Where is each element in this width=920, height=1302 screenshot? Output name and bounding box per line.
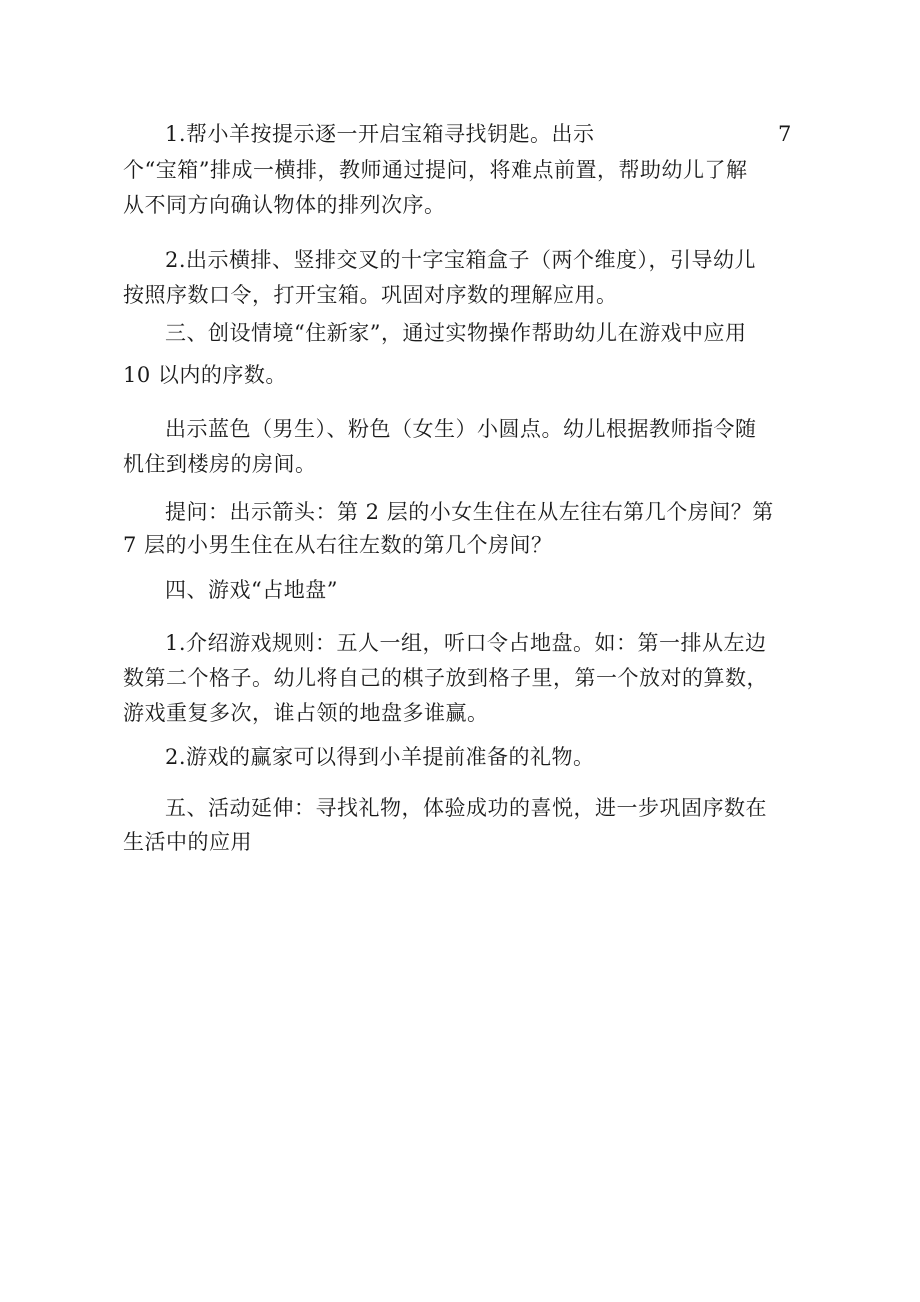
paragraph-1-number: 7 [778,122,792,146]
paragraph-5-line-2: 7 层的小男生住在从右往左数的第几个房间？ [123,533,553,557]
paragraph-8-line-1: 2.游戏的赢家可以得到小羊提前准备的礼物。 [165,745,595,769]
paragraph-9-line-2: 生活中的应用 [123,830,252,854]
paragraph-3-line-1: 三、创设情境“住新家”，通过实物操作帮助幼儿在游戏中应用 [165,321,747,345]
paragraph-1-line-3: 从不同方向确认物体的排列次序。 [123,193,446,217]
paragraph-5-line-1: 提问：出示箭头：第 2 层的小女生住在从左往右第几个房间？第 [165,500,774,524]
paragraph-2-line-1: 2.出示横排、竖排交叉的十字宝箱盒子（两个维度），引导幼儿 [165,248,757,272]
paragraph-4-line-2: 机住到楼房的房间。 [123,452,317,476]
paragraph-6-heading: 四、游戏“占地盘” [165,578,338,602]
paragraph-9-line-1: 五、活动延伸：寻找礼物，体验成功的喜悦，进一步巩固序数在 [165,796,767,820]
paragraph-3-line-2: 10 以内的序数。 [123,363,287,387]
paragraph-1-line-1: 1.帮小羊按提示逐一开启宝箱寻找钥匙。出示 [165,122,595,146]
paragraph-7-line-1: 1.介绍游戏规则：五人一组，听口令占地盘。如：第一排从左边 [165,631,767,655]
paragraph-7-line-2: 数第二个格子。幼儿将自己的棋子放到格子里，第一个放对的算数， [123,666,768,690]
paragraph-1-line-2: 个“宝箱”排成一横排，教师通过提问，将难点前置，帮助幼儿了解 [123,158,748,182]
paragraph-7-line-3: 游戏重复多次，谁占领的地盘多谁赢。 [123,701,489,725]
paragraph-2-line-2: 按照序数口令，打开宝箱。巩固对序数的理解应用。 [123,283,618,307]
paragraph-4-line-1: 出示蓝色（男生）、粉色（女生）小圆点。幼儿根据教师指令随 [165,417,757,441]
